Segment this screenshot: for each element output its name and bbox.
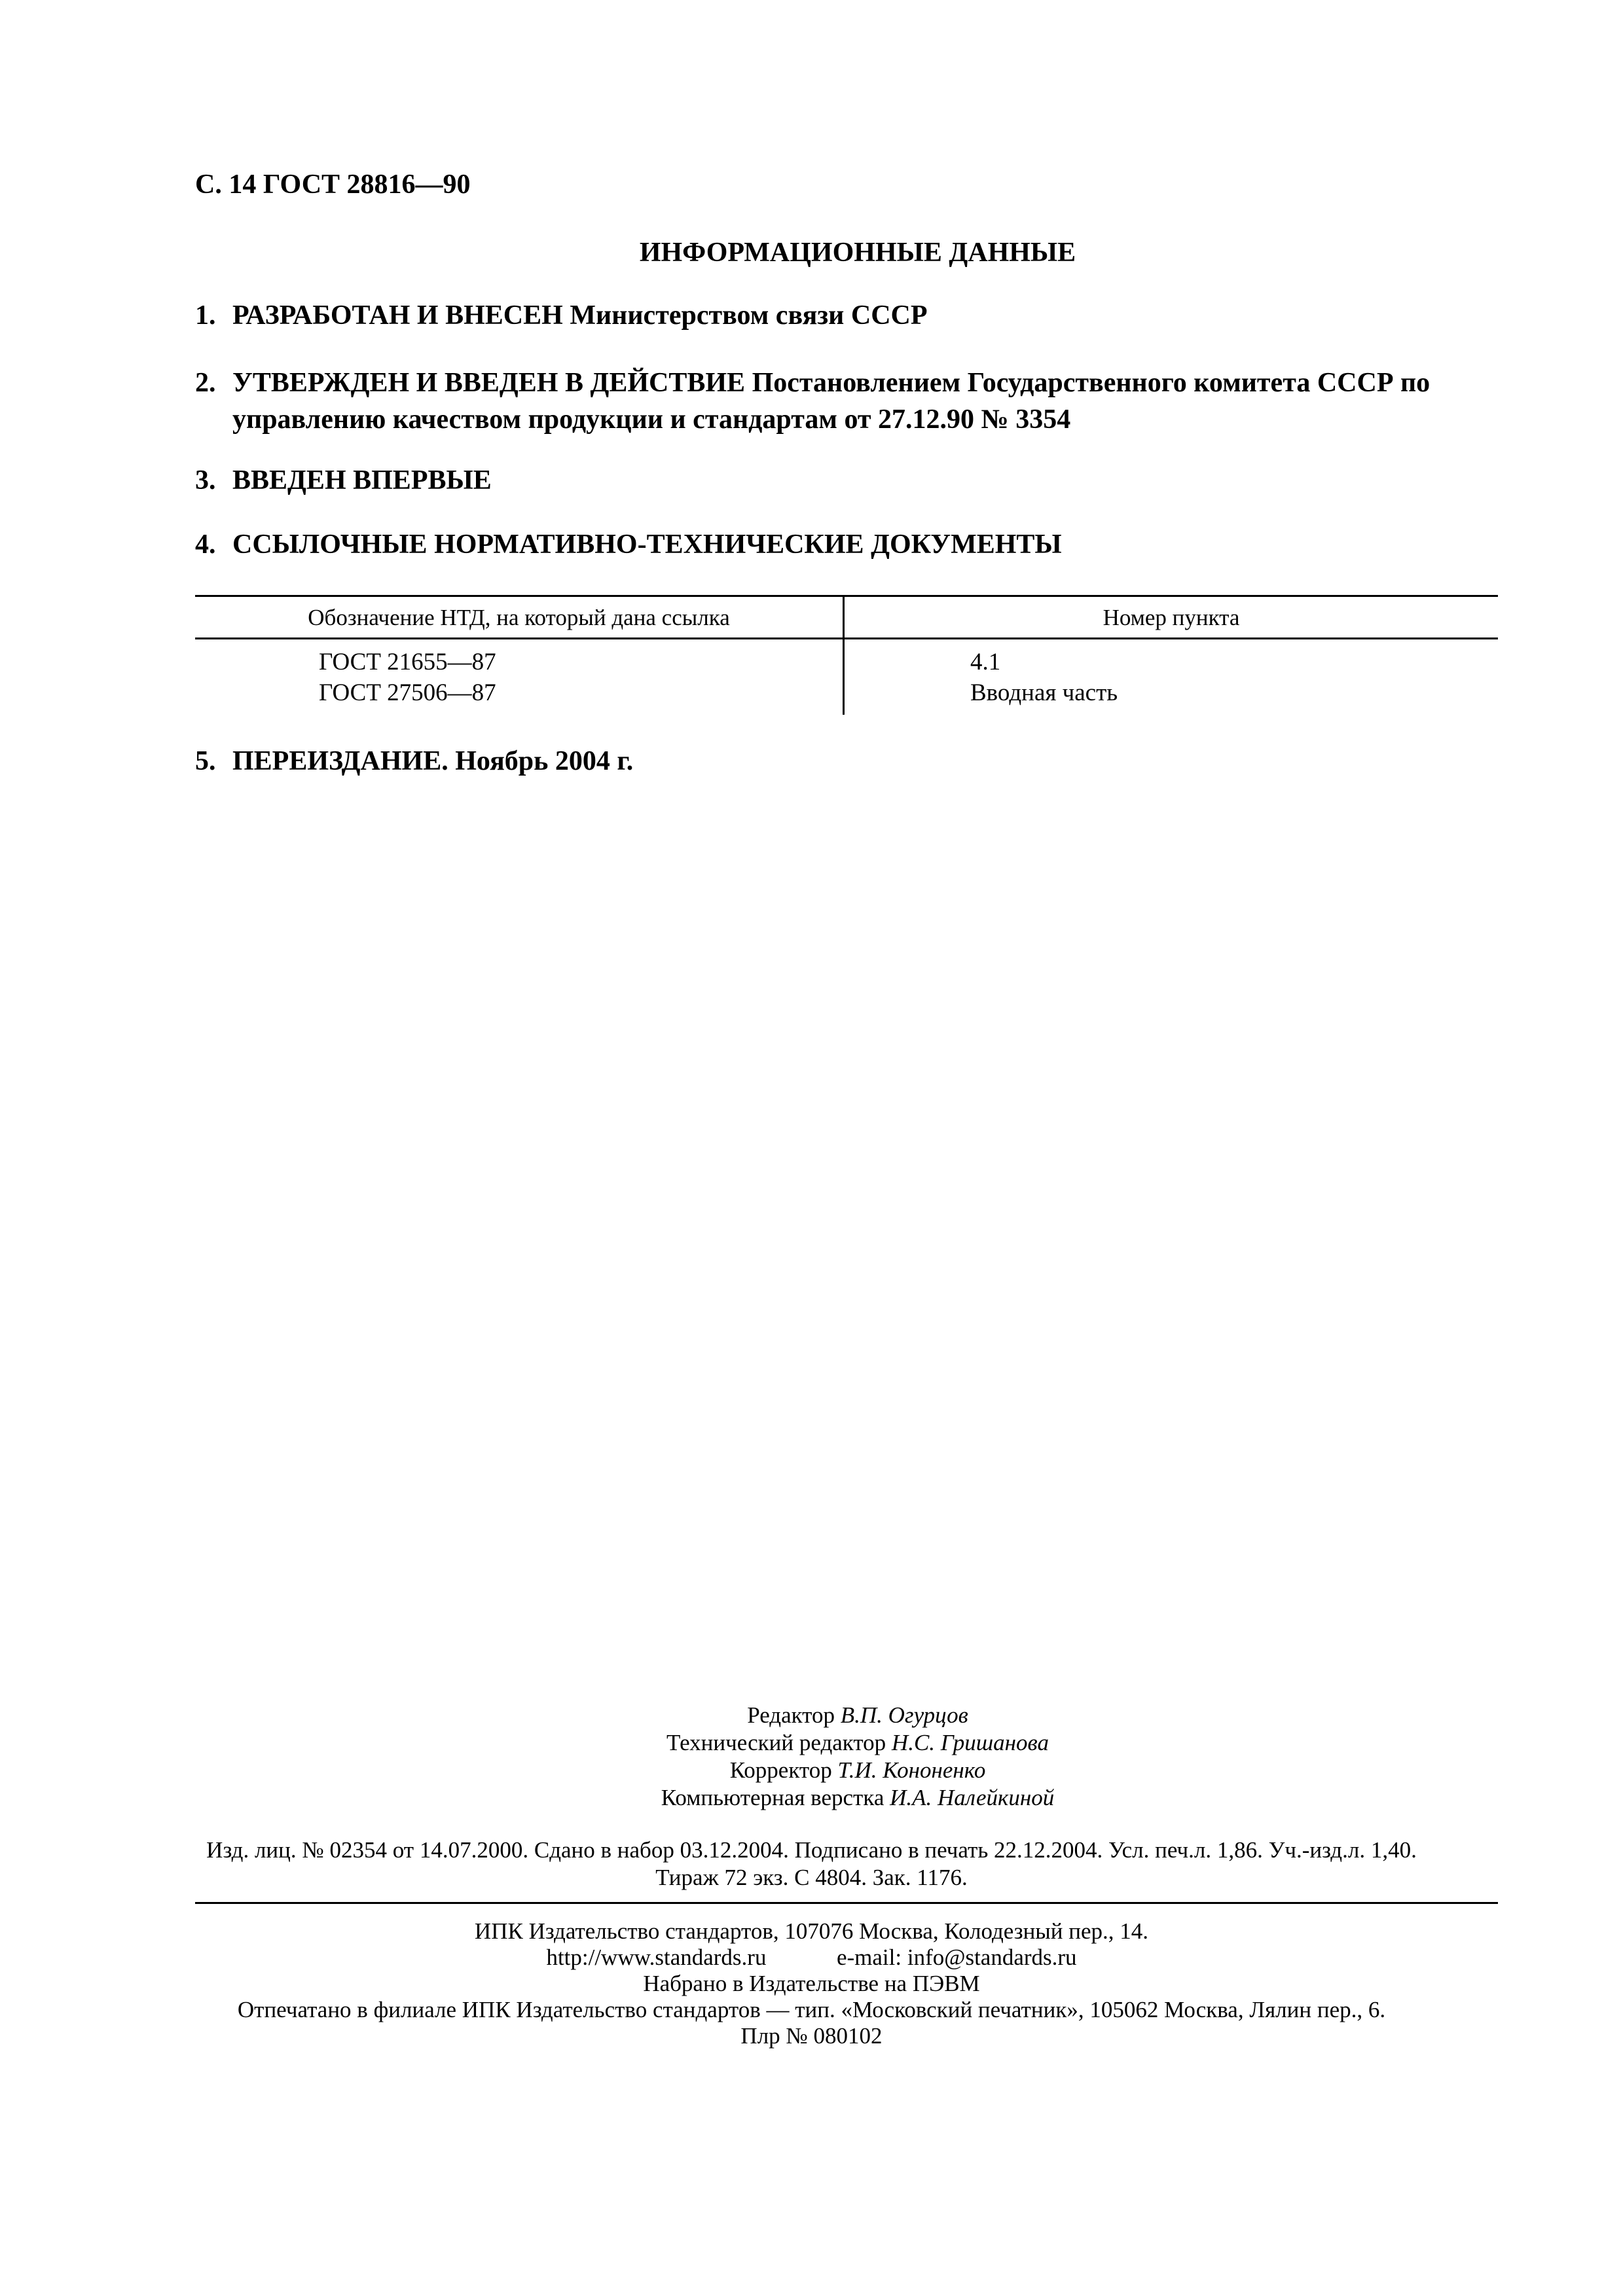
- credit-layout: Компьютерная верстка И.А. Налейкиной: [661, 1785, 1055, 1810]
- publication-info-line2: Тираж 72 экз. С 4804. Зак. 1176.: [655, 1865, 968, 1890]
- publication-info-line1: Изд. лиц. № 02354 от 14.07.2000. Сдано в набор 03.12.2004. Подписано в печать 22.12.2004. Усл. печ.л. 1,86. Уч.-изд.л. 1,40.: [206, 1837, 1417, 1863]
- license-number: Плр № 080102: [740, 2023, 883, 2049]
- table-row: [319, 647, 496, 708]
- table-cell-document: ГОСТ 21655—87: [319, 649, 496, 675]
- item-reference-documents: [195, 528, 1062, 562]
- table-row: [970, 647, 1118, 708]
- item-heading: ВВЕДЕН ВПЕРВЫЕ: [232, 465, 492, 495]
- document-title: ИНФОРМАЦИОННЫЕ ДАННЫЕ: [639, 238, 1076, 268]
- publisher-address: ИПК Издательство стандартов, 107076 Москва, Колодезный пер., 14.: [474, 1918, 1149, 1944]
- item-reissue: [195, 744, 633, 778]
- item-heading: УТВЕРЖДЕН И ВВЕДЕН В ДЕЙСТВИЕ: [232, 368, 746, 398]
- credit-editor: Редактор В.П. Огурцов: [747, 1702, 968, 1728]
- publisher-contacts: [0, 1945, 1623, 1971]
- item-number: 2.: [195, 368, 216, 398]
- table-header-clause: Номер пункта: [1103, 605, 1240, 630]
- table-cell-clause: Вводная часть: [970, 679, 1118, 706]
- item-heading: ПЕРЕИЗДАНИЕ.: [232, 746, 448, 776]
- credit-proofreader: Корректор Т.И. Кононенко: [729, 1757, 986, 1783]
- item-heading: ССЫЛОЧНЫЕ НОРМАТИВНО-ТЕХНИЧЕСКИЕ ДОКУМЕНТЫ: [232, 529, 1062, 560]
- footer-rule: [195, 1902, 1498, 1904]
- publisher-email[interactable]: e-mail: info@standards.ru: [836, 1945, 1077, 1970]
- credits-block: [589, 1702, 1126, 1812]
- printed-at: Отпечатано в филиале ИПК Издательство стандартов — тип. «Московский печатник», 105062 Москва, Лялин пер., 6.: [237, 1997, 1386, 2022]
- publisher-url[interactable]: http://www.standards.ru: [546, 1945, 767, 1970]
- item-number: 1.: [195, 300, 216, 331]
- item-number: 3.: [195, 465, 216, 495]
- item-text: Ноябрь 2004 г.: [455, 746, 634, 776]
- table-header-rule: [195, 637, 1498, 639]
- table-cell-document: ГОСТ 27506—87: [319, 679, 496, 706]
- table-cell-clause: 4.1: [970, 649, 1001, 675]
- table-header-document: Обозначение НТД, на который дана ссылка: [308, 605, 730, 630]
- item-text: Постановлением Государственного комитета СССР по управлению качеством продукции и стандартам от 27.12.90 № 3354: [232, 368, 1431, 435]
- page-header: С. 14 ГОСТ 28816—90: [195, 170, 471, 200]
- item-developed-by: [195, 298, 928, 332]
- table-top-rule: [195, 595, 1498, 597]
- item-approved: [195, 365, 1498, 438]
- item-introduced-first: [195, 463, 492, 497]
- credit-tech-editor: Технический редактор Н.С. Гришанова: [666, 1730, 1049, 1755]
- item-text: Министерством связи СССР: [570, 300, 928, 331]
- item-number: 5.: [195, 746, 216, 776]
- item-number: 4.: [195, 529, 216, 560]
- typeset-note: Набрано в Издательстве на ПЭВМ: [643, 1971, 980, 1996]
- item-heading: РАЗРАБОТАН И ВНЕСЕН: [232, 300, 563, 331]
